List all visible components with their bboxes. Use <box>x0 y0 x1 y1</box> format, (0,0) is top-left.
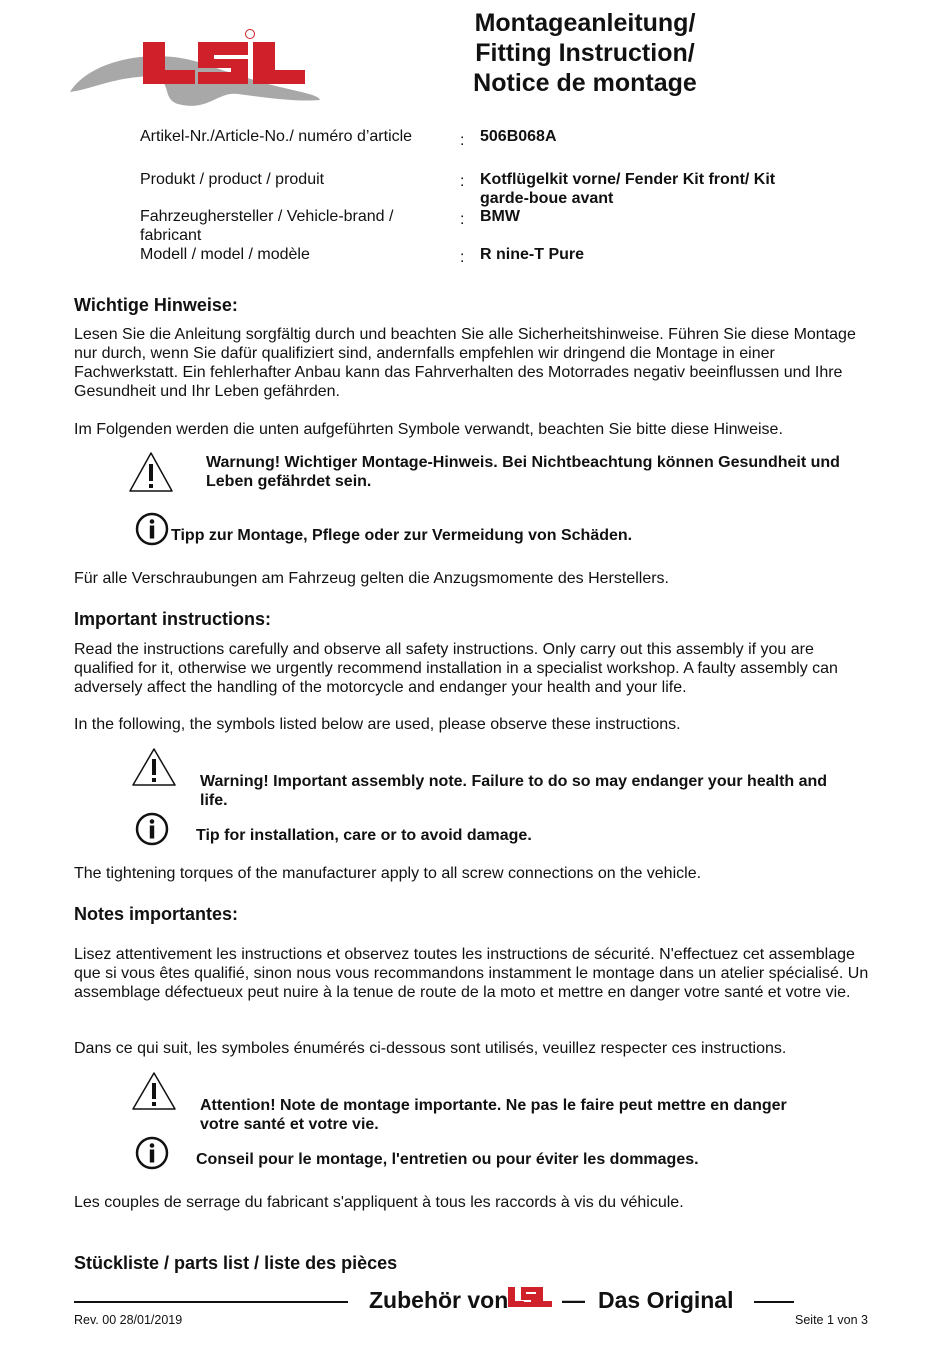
meta-colon: : <box>460 173 465 190</box>
footer-dash: — <box>562 1287 585 1313</box>
title-line: Montageanleitung/ <box>474 9 696 37</box>
paragraph-en-intro: Read the instructions carefully and observe all safety instructions. Only carry out this assembly if you are qualified for it, otherwise we urgently recommend installation in a specialist workshop. A faulty assembly can adversely affect the handling of the motorcycle and endanger your health and your life. <box>74 641 838 696</box>
warning-icon <box>131 1070 177 1112</box>
paragraph-de-symbols: Im Folgenden werden die unten aufgeführten Symbole verwandt, beachten Sie bitte diese Hinweise. <box>74 421 783 438</box>
parts-list-heading: Stückliste / parts list / liste des pièces <box>74 1253 398 1273</box>
title-line: Fitting Instruction/ <box>475 39 695 67</box>
meta-value: Kotflügelkit vorne/ Fender Kit front/ Kit garde-boue avant <box>480 171 776 207</box>
revision-info: Rev. 00 28/01/2019 <box>74 1313 183 1327</box>
paragraph-fr-symbols: Dans ce qui suit, les symboles énumérés ci-dessous sont utilisés, veuillez respecter ces instructions. <box>74 1040 787 1057</box>
meta-colon: : <box>460 211 465 228</box>
warning-icon <box>131 746 177 788</box>
document-title <box>440 8 730 98</box>
meta-colon: : <box>460 249 465 266</box>
paragraph-en-symbols: In the following, the symbols listed below are used, please observe these instructions. <box>74 716 681 733</box>
tip-text-fr: Conseil pour le montage, l'entretien ou pour éviter les dommages. <box>196 1151 699 1168</box>
warning-text-en: Warning! Important assembly note. Failure to do so may endanger your health and life. <box>200 773 828 809</box>
meta-label: Fahrzeughersteller / Vehicle-brand / fabricant <box>140 208 394 244</box>
footer-suffix: Das Original <box>598 1287 734 1313</box>
meta-label: Modell / model / modèle <box>140 246 310 263</box>
warning-icon <box>128 450 174 494</box>
meta-colon: : <box>460 132 465 149</box>
footer-lsl-logo <box>507 1284 553 1315</box>
meta-value: 506B068A <box>480 128 557 145</box>
section-heading-de: Wichtige Hinweise: <box>74 295 238 315</box>
page-number: Seite 1 von 3 <box>795 1313 868 1327</box>
torque-note-fr: Les couples de serrage du fabricant s'appliquent à tous les raccords à vis du véhicule. <box>74 1194 684 1211</box>
meta-label: Artikel-Nr./Article-No./ numéro d’article <box>140 128 413 145</box>
footer-rule-right <box>754 1301 794 1303</box>
section-heading-en: Important instructions: <box>74 609 271 629</box>
torque-note-en: The tightening torques of the manufacturer apply to all screw connections on the vehicle. <box>74 865 702 882</box>
meta-value: BMW <box>480 208 520 225</box>
tip-text-de: Tipp zur Montage, Pflege oder zur Vermeidung von Schäden. <box>171 527 633 544</box>
paragraph-fr-intro: Lisez attentivement les instructions et observez toutes les instructions de sécurité. N'effectuez cet assemblage que si vous êtes qualifié, sinon nous vous recommandons instamment le montage dans un atelier spécialisé. Un assemblage défectueux peut nuire à la tenue de route de la moto et mettre en danger votre santé et votre vie. <box>74 946 869 1001</box>
title-line: Notice de montage <box>473 69 697 97</box>
torque-note-de: Für alle Verschraubungen am Fahrzeug gelten die Anzugsmomente des Herstellers. <box>74 570 669 587</box>
footer-prefix: Zubehör von <box>369 1287 509 1313</box>
info-icon <box>135 1136 169 1170</box>
section-heading-fr: Notes importantes: <box>74 904 239 924</box>
meta-label: Produkt / product / produit <box>140 171 325 188</box>
footer-rule-left <box>74 1301 348 1303</box>
info-icon <box>135 512 169 546</box>
info-icon <box>135 812 169 846</box>
warning-text-fr: Attention! Note de montage importante. Ne pas le faire peut mettre en danger votre santé et votre vie. <box>200 1097 787 1133</box>
warning-text-de: Warnung! Wichtiger Montage-Hinweis. Bei Nichtbeachtung können Gesundheit und Leben gefährdet sein. <box>206 454 840 490</box>
meta-value: R nine-T Pure <box>480 246 585 263</box>
lsl-logo <box>68 22 323 112</box>
paragraph-de-intro: Lesen Sie die Anleitung sorgfältig durch und beachten Sie alle Sicherheitshinweise. Führen Sie diese Montage nur durch, wenn Sie dafür qualifiziert sind, andernfalls empfehlen wir dringend die Montage in einer Fachwerkstatt. Ein fehlerhafter Anbau kann das Fahrverhalten des Motorrades negativ beeinflussen und Ihre Gesundheit und Ihr Leben gefährden. <box>74 326 856 400</box>
tip-text-en: Tip for installation, care or to avoid damage. <box>196 827 532 844</box>
